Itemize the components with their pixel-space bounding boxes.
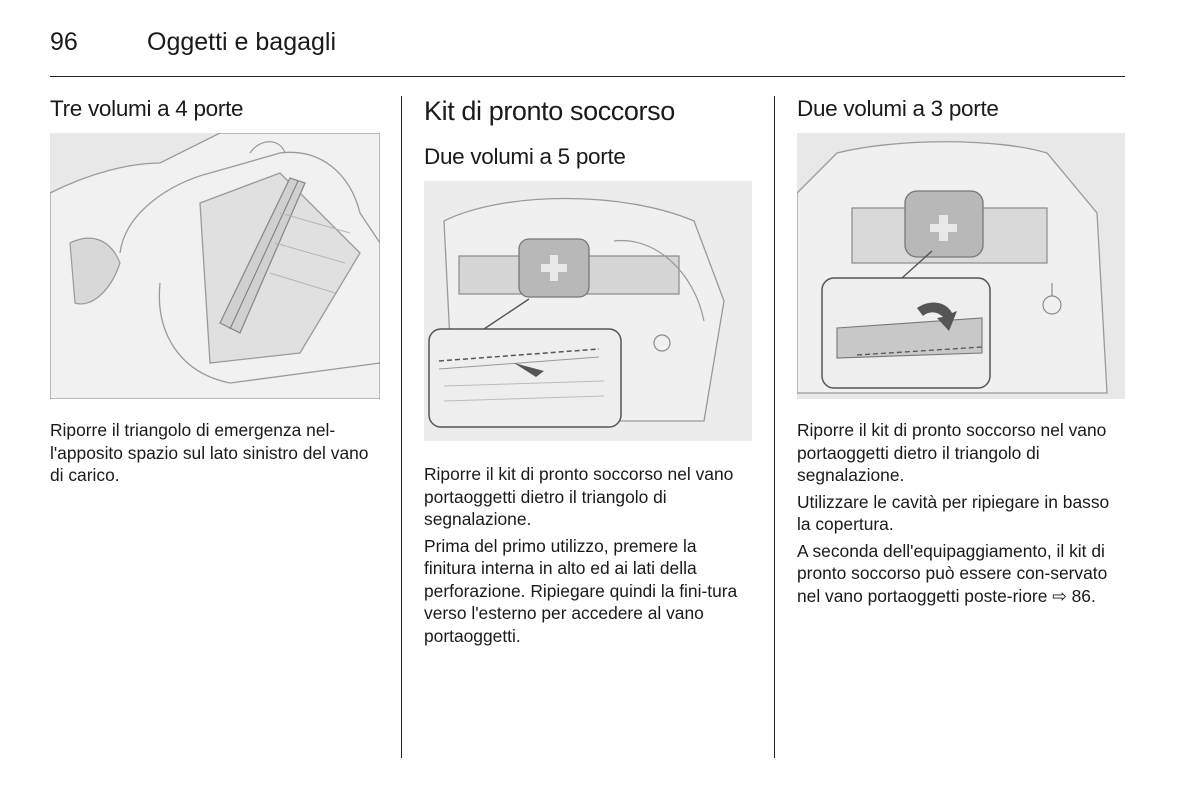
section-sedan-4-door	[50, 96, 380, 487]
section-heading: Due volumi a 3 porte	[797, 96, 999, 121]
paragraph: Prima del primo utilizzo, premere la finitura interna in alto ed ai lati della perforazione. Ripiegare quindi la fini-tura verso l'esterno per accedere al vano portaoggetti.	[424, 535, 738, 646]
paragraph: Riporre il kit di pronto soccorso nel vano portaoggetti dietro il triangolo di segnalazione.	[797, 420, 1107, 485]
page-header	[50, 26, 1125, 77]
page-number: 96	[50, 28, 78, 56]
first-aid-kit-hatch-illustration	[424, 181, 752, 441]
paragraph: Riporre il triangolo di emergenza nel-l'apposito spazio sul lato sinistro del vano di carico.	[50, 420, 369, 485]
paragraph: A seconda dell'equipaggiamento, il kit di pronto soccorso può essere con-servato nel vano portaoggetti poste-riore ⇨ 86.	[797, 540, 1108, 606]
section-hatch-3-door	[797, 96, 1125, 607]
chapter-title: Oggetti e bagagli	[147, 28, 337, 56]
section-heading: Due volumi a 5 porte	[424, 144, 626, 169]
trunk-warning-triangle-illustration	[50, 133, 380, 399]
column-divider	[774, 96, 775, 758]
section-title: Kit di pronto soccorso	[424, 96, 675, 126]
column-divider	[401, 96, 402, 758]
section-heading: Tre volumi a 4 porte	[50, 96, 244, 121]
section-first-aid-kit	[424, 96, 752, 647]
storage-compartment-illustration	[797, 133, 1125, 399]
paragraph: Utilizzare le cavità per ripiegare in basso la copertura.	[797, 491, 1110, 534]
paragraph: Riporre il kit di pronto soccorso nel vano portaoggetti dietro il triangolo di segnalazione.	[424, 464, 734, 529]
